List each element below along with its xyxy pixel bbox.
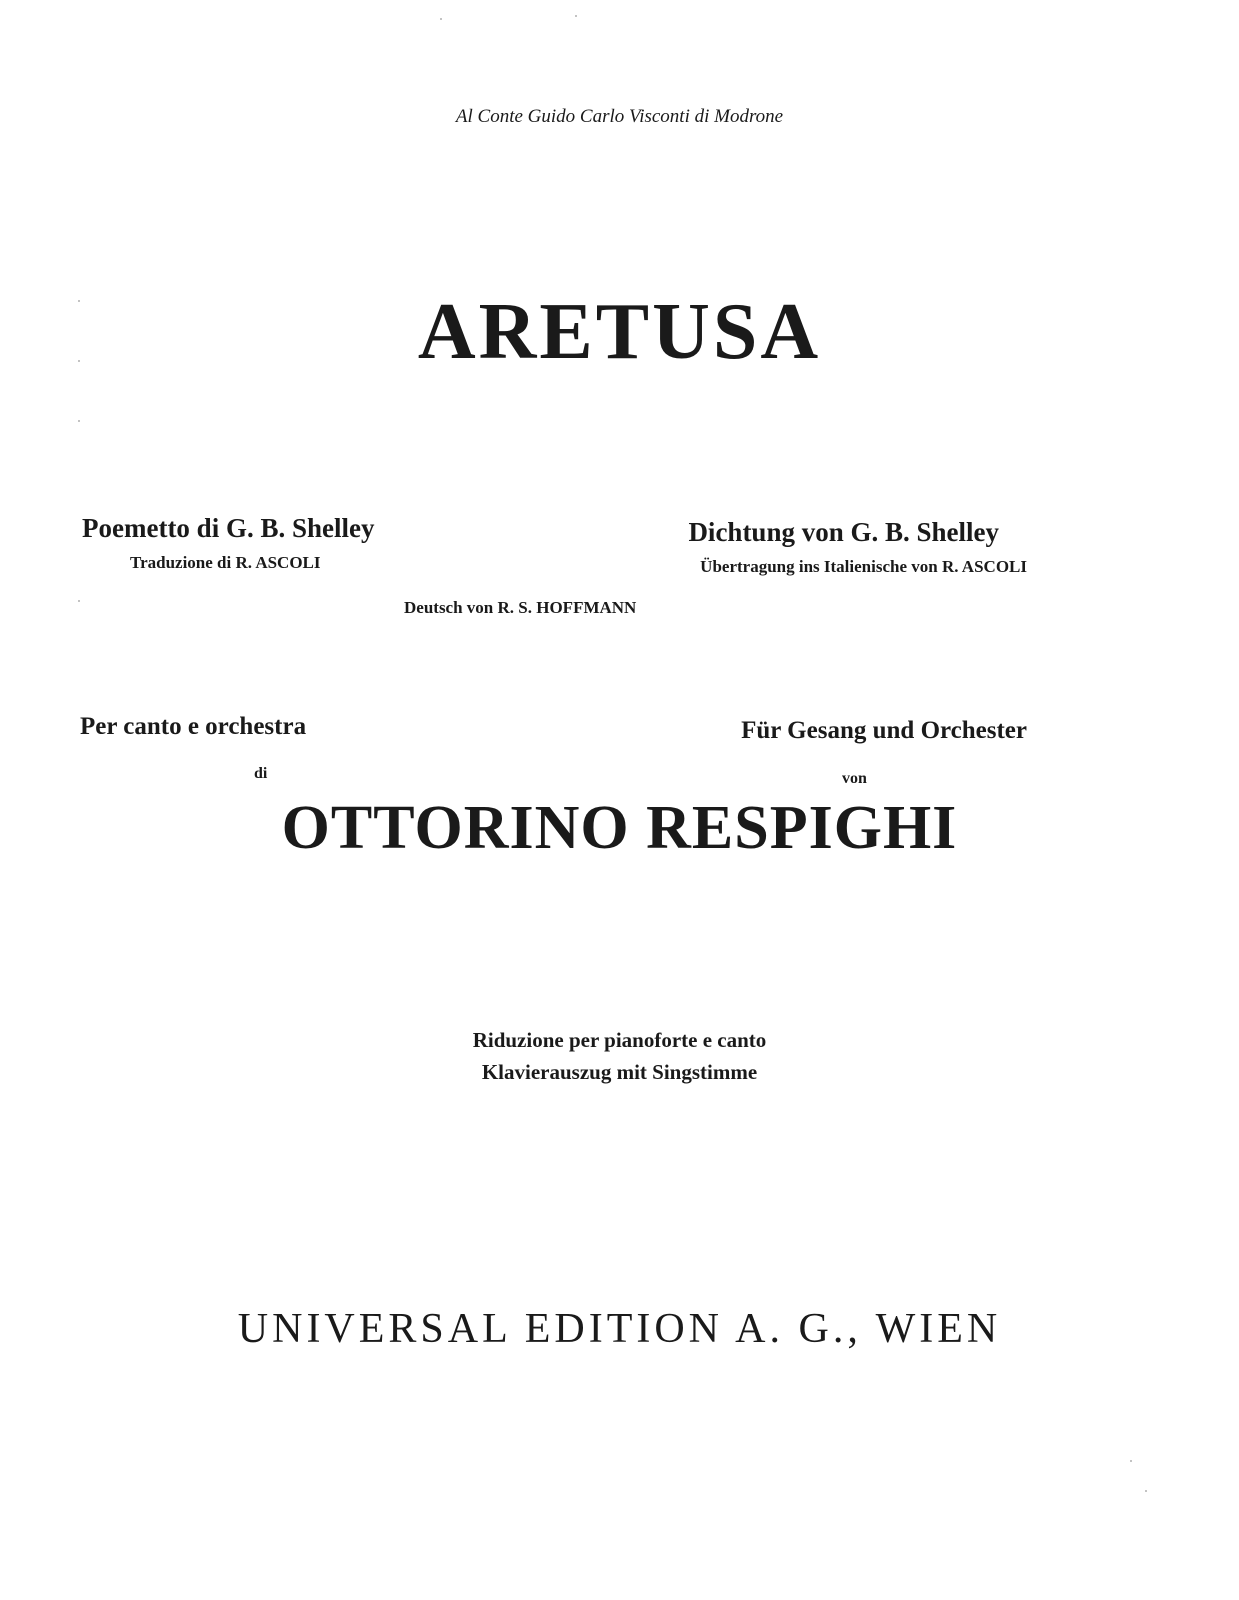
reduction-german: Klavierauszug mit Singstimme	[481, 1060, 758, 1084]
scan-speck	[1145, 1490, 1147, 1492]
scan-speck	[78, 600, 80, 602]
translator-credit-italian: Traduzione di R. ASCOLI	[130, 553, 321, 572]
work-title: ARETUSA	[417, 288, 822, 376]
scan-speck	[78, 300, 80, 302]
reduction-italian: Riduzione per pianoforte e canto	[472, 1028, 767, 1052]
by-label-german: von	[842, 770, 867, 787]
scan-speck	[575, 15, 577, 17]
publisher-imprint: UNIVERSAL EDITION A. G., WIEN	[237, 1306, 1002, 1352]
scan-speck	[78, 360, 80, 362]
poem-credit-italian: Poemetto di G. B. Shelley	[82, 513, 375, 543]
poem-credit-german: Dichtung von G. B. Shelley	[688, 517, 999, 547]
by-label-italian: di	[254, 765, 268, 782]
dedication: Al Conte Guido Carlo Visconti di Modrone	[455, 106, 784, 127]
scan-speck	[1130, 1460, 1132, 1462]
composer-name: OTTORINO RESPIGHI	[281, 794, 958, 862]
german-translator-credit: Deutsch von R. S. HOFFMANN	[404, 598, 637, 617]
translator-credit-german: Übertragung ins Italienische von R. ASCOLI	[700, 557, 1027, 576]
scoring-italian: Per canto e orchestra	[80, 713, 307, 740]
scan-speck	[78, 420, 80, 422]
scan-speck	[440, 18, 442, 20]
scoring-german: Für Gesang und Orchester	[741, 717, 1027, 744]
